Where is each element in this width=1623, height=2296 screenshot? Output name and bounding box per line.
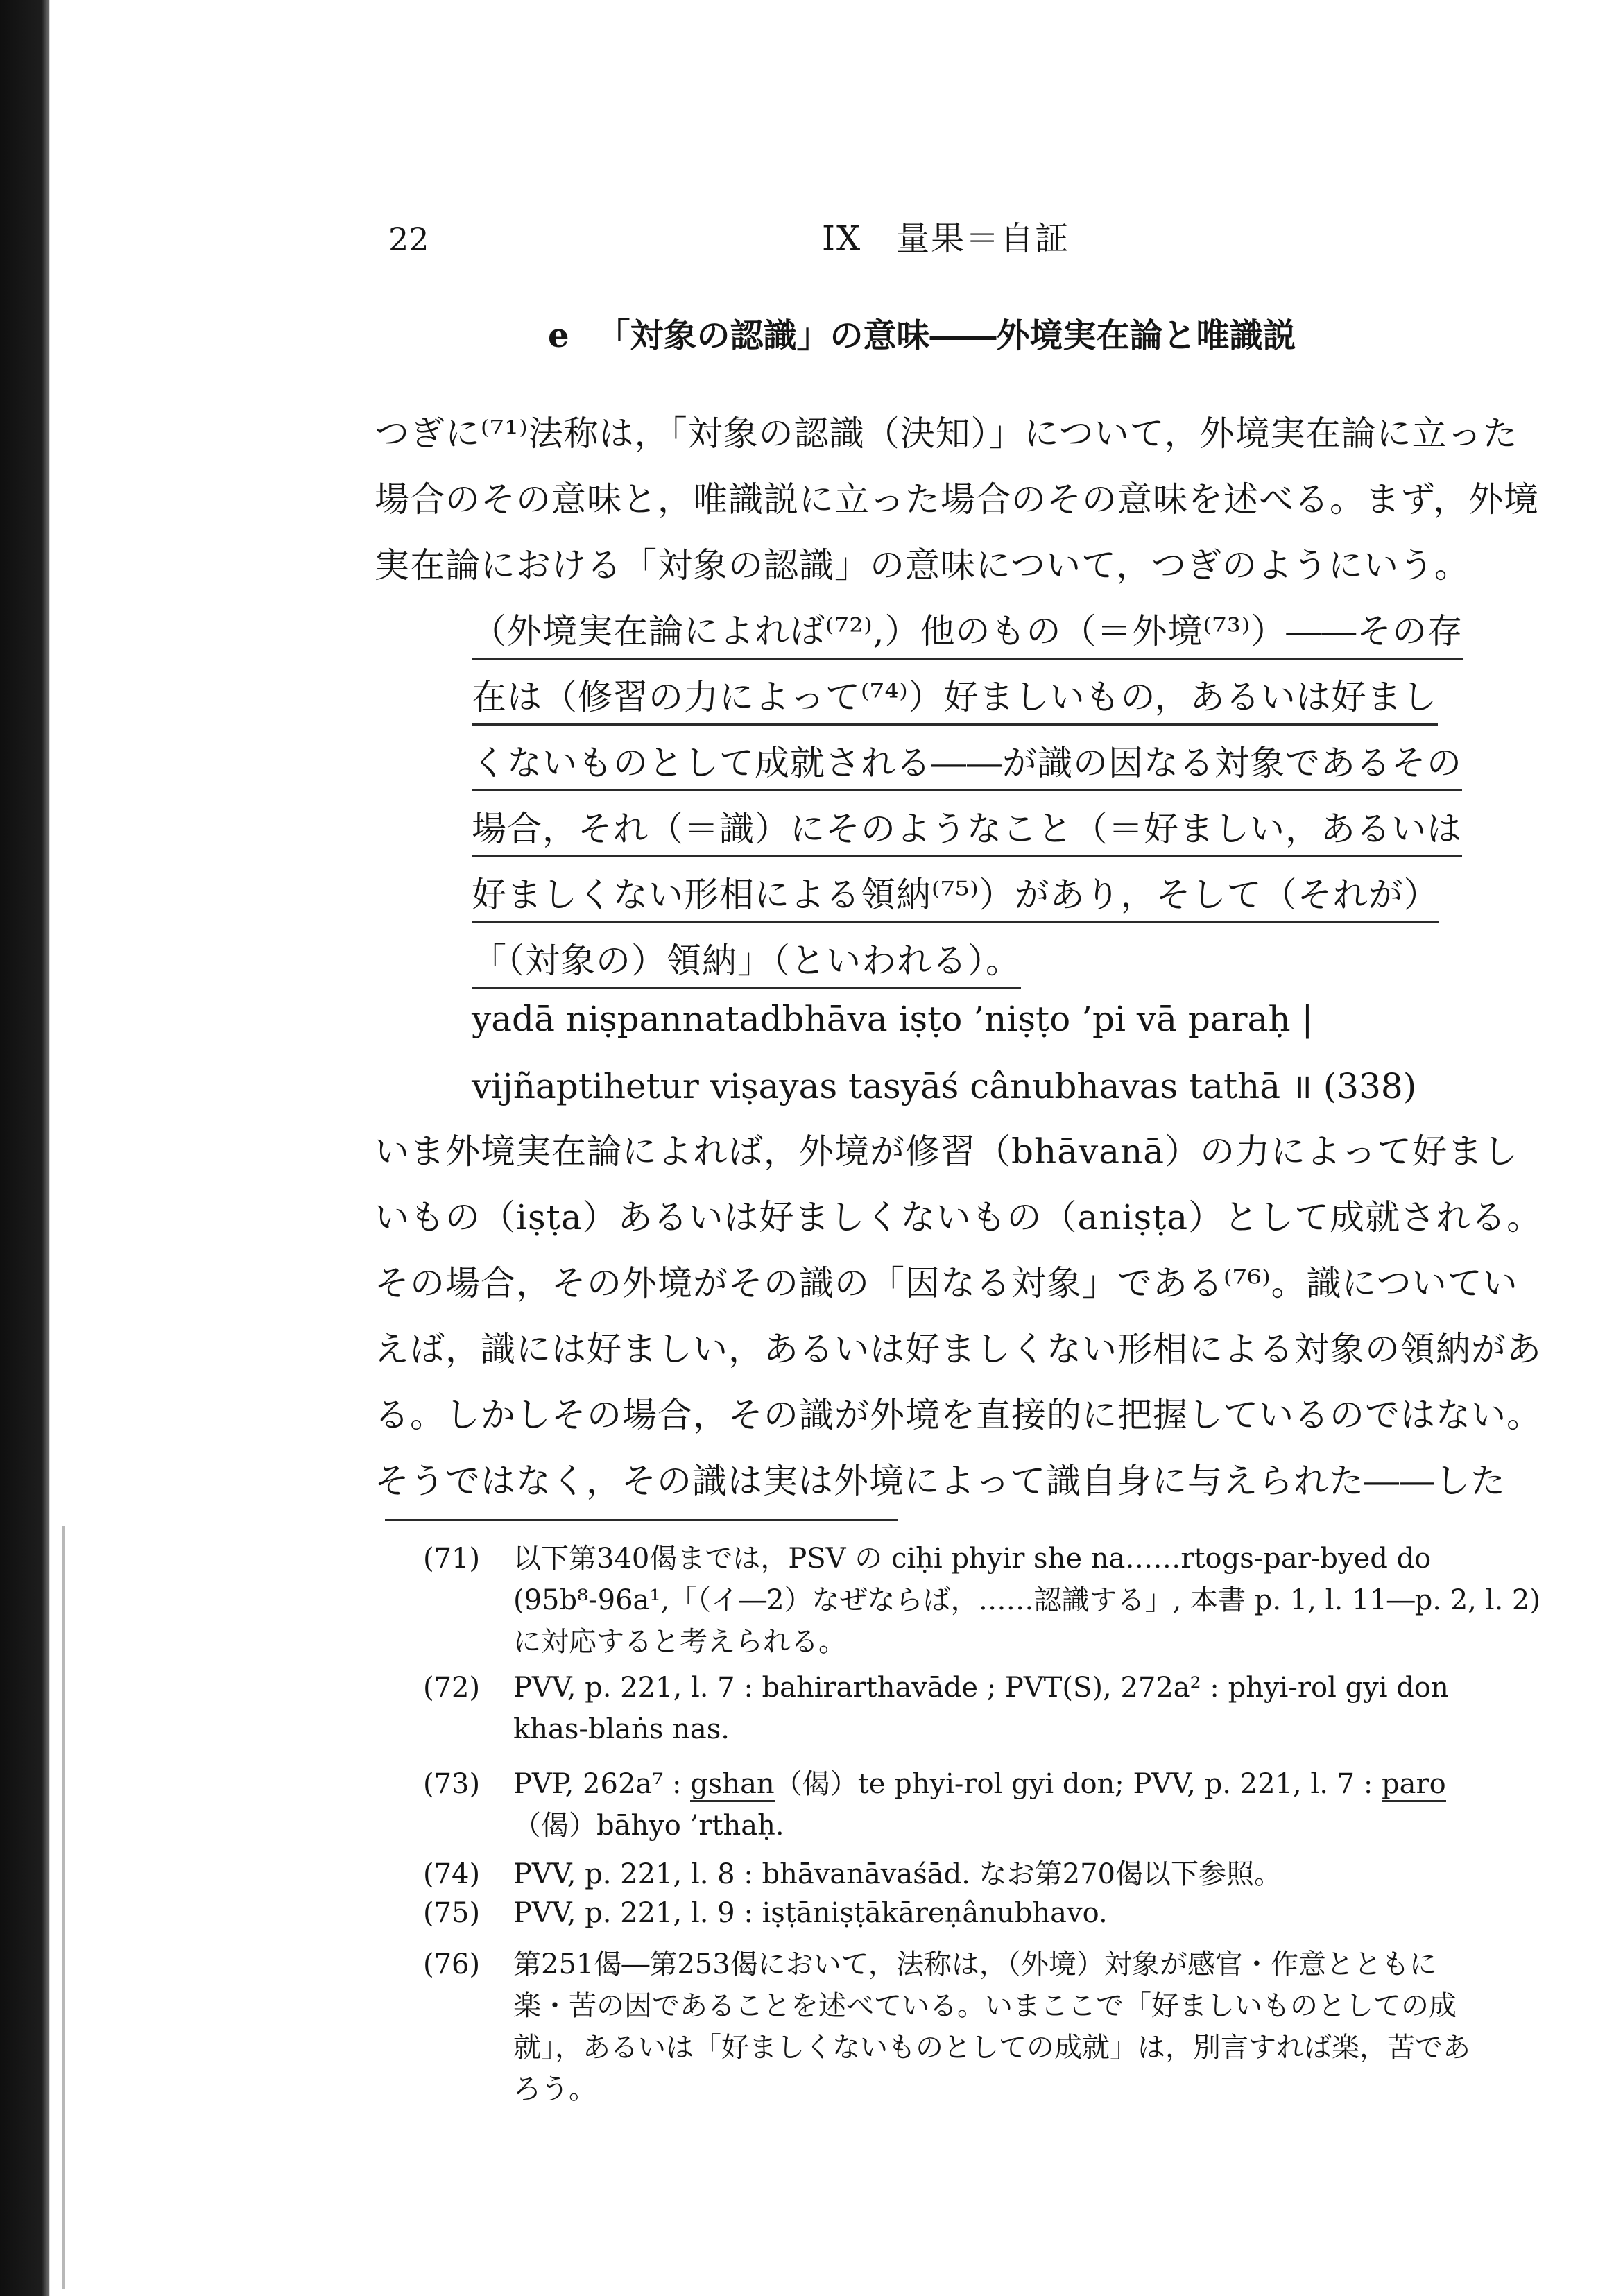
footnote-text: 以下第340偈までは，PSV の ciḥi phyir she na……rtogs-par-byed do — [513, 1543, 1432, 1575]
commentary-line: いま外境実在論によれば，外境が修習（bhāvanā）の力によって好まし — [375, 1131, 1519, 1172]
footnote-74 — [423, 1852, 1282, 1892]
footnote-76-cont: 就」，あるいは「好ましくないものとしての成就」は，別言すれば楽，苦であ — [513, 2032, 1470, 2064]
section-title-text: 「対象の認識」の意味――外境実在論と唯識説 — [596, 316, 1296, 355]
footnote-75 — [423, 1897, 1108, 1929]
commentary-line: る。しかしその場合，その識が外境を直接的に把握しているのではない。 — [375, 1395, 1542, 1435]
verse-translation-line: くないものとして成就される――が識の因なる対象であるその — [472, 735, 1462, 791]
footnote-rule — [385, 1519, 898, 1521]
commentary-line: えば，識には好ましい，あるいは好ましくない形相による対象の領納があ — [375, 1329, 1542, 1369]
footnote-text: PVV, p. 221, l. 9 : iṣṭāniṣṭākāreṇânubhavo. — [513, 1897, 1108, 1929]
verse-translation-line: 「（対象の）領納」（といわれる）。 — [472, 933, 1021, 989]
footnote-73-cont: （偈）bāhyo ’rthaḥ. — [513, 1810, 784, 1842]
footnote-72 — [423, 1672, 1449, 1704]
footnote-number: (71) — [423, 1543, 481, 1575]
footnote-71-cont: に対応すると考えられる。 — [513, 1626, 846, 1658]
section-letter: e — [548, 316, 569, 355]
footnote-73 — [423, 1762, 1446, 1801]
footnote-number: (72) — [423, 1672, 481, 1704]
footnote-text: PVV, p. 221, l. 8 : bhāvanāvaśād. なお第270偈以下参照。 — [513, 1858, 1282, 1890]
sanskrit-verse-line: yadā niṣpannatadbhāva iṣṭo ’niṣṭo ’pi vā paraḥ | — [472, 999, 1314, 1039]
footnote-number: (73) — [423, 1768, 481, 1800]
footnote-text: （偈）te phyi-rol gyi don; PVV, p. 221, l. 7 : — [774, 1768, 1382, 1800]
running-head: IX 量果＝自証 — [822, 219, 1070, 258]
footnote-number: (74) — [423, 1858, 481, 1890]
verse-translation-line: （外境実在論によれば⁽⁷²⁾,）他のもの（＝外境⁽⁷³⁾）――その存 — [472, 603, 1463, 660]
intro-line: 実在論における「対象の認識」の意味について，つぎのようにいう。 — [375, 545, 1470, 585]
intro-line: 場合のその意味と，唯識説に立った場合のその意味を述べる。まず，外境 — [375, 479, 1539, 520]
footnote-76 — [423, 1942, 1437, 1982]
scan-edge-shadow — [0, 0, 50, 2296]
footnote-71 — [423, 1536, 1431, 1576]
commentary-line: いもの（iṣṭa）あるいは好ましくないもの（aniṣṭa）として成就される。 — [375, 1197, 1543, 1237]
commentary-line: その場合，その外境がその識の「因なる対象」である⁽⁷⁶⁾。識についてい — [375, 1263, 1518, 1303]
footnote-number: (76) — [423, 1948, 481, 1980]
footnote-underlined-term: gshan — [690, 1768, 775, 1802]
footnote-72-cont: khas-blaṅs nas. — [513, 1713, 730, 1745]
footnote-text: PVP, 262a⁷ : — [513, 1768, 691, 1800]
footnote-76-cont: 楽・苦の因であることを述べている。いまここで「好ましいものとしての成 — [513, 1990, 1457, 2022]
sanskrit-verse-line: vijñaptihetur viṣayas tasyāś cânubhavas tathā ॥ (338) — [472, 1066, 1417, 1106]
page-number: 22 — [388, 221, 429, 258]
verse-translation-line: 場合，それ（＝識）にそのようなこと（＝好ましい，あるいは — [472, 801, 1462, 857]
footnote-71-cont: (95b⁸-96a¹,「（イ―2）なぜならば，……認識する」, 本書 p. 1, l. 11―p. 2, l. 2) — [513, 1584, 1540, 1616]
footnote-text: PVV, p. 221, l. 7 : bahirarthavāde ; PVT(S), 272a² : phyi-rol gyi don — [513, 1672, 1449, 1704]
section-title — [548, 309, 1296, 357]
commentary-line: そうではなく，その識は実は外境によって識自身に与えられた――した — [375, 1461, 1506, 1501]
footnote-text: 第251偈―第253偈において，法称は，（外境）対象が感官・作意とともに — [513, 1948, 1437, 1980]
footnote-underlined-term: paro — [1382, 1768, 1446, 1802]
scan-edge-line — [62, 1526, 65, 2289]
verse-translation-line: 在は（修習の力によって⁽⁷⁴⁾）好ましいもの，あるいは好まし — [472, 669, 1438, 726]
footnote-76-cont: ろう。 — [513, 2073, 596, 2105]
intro-line: つぎに⁽⁷¹⁾法称は，「対象の認識（決知）」について，外境実在論に立った — [375, 413, 1518, 454]
verse-translation-line: 好ましくない形相による領納⁽⁷⁵⁾）があり，そして（それが） — [472, 867, 1439, 923]
footnote-number: (75) — [423, 1897, 481, 1929]
